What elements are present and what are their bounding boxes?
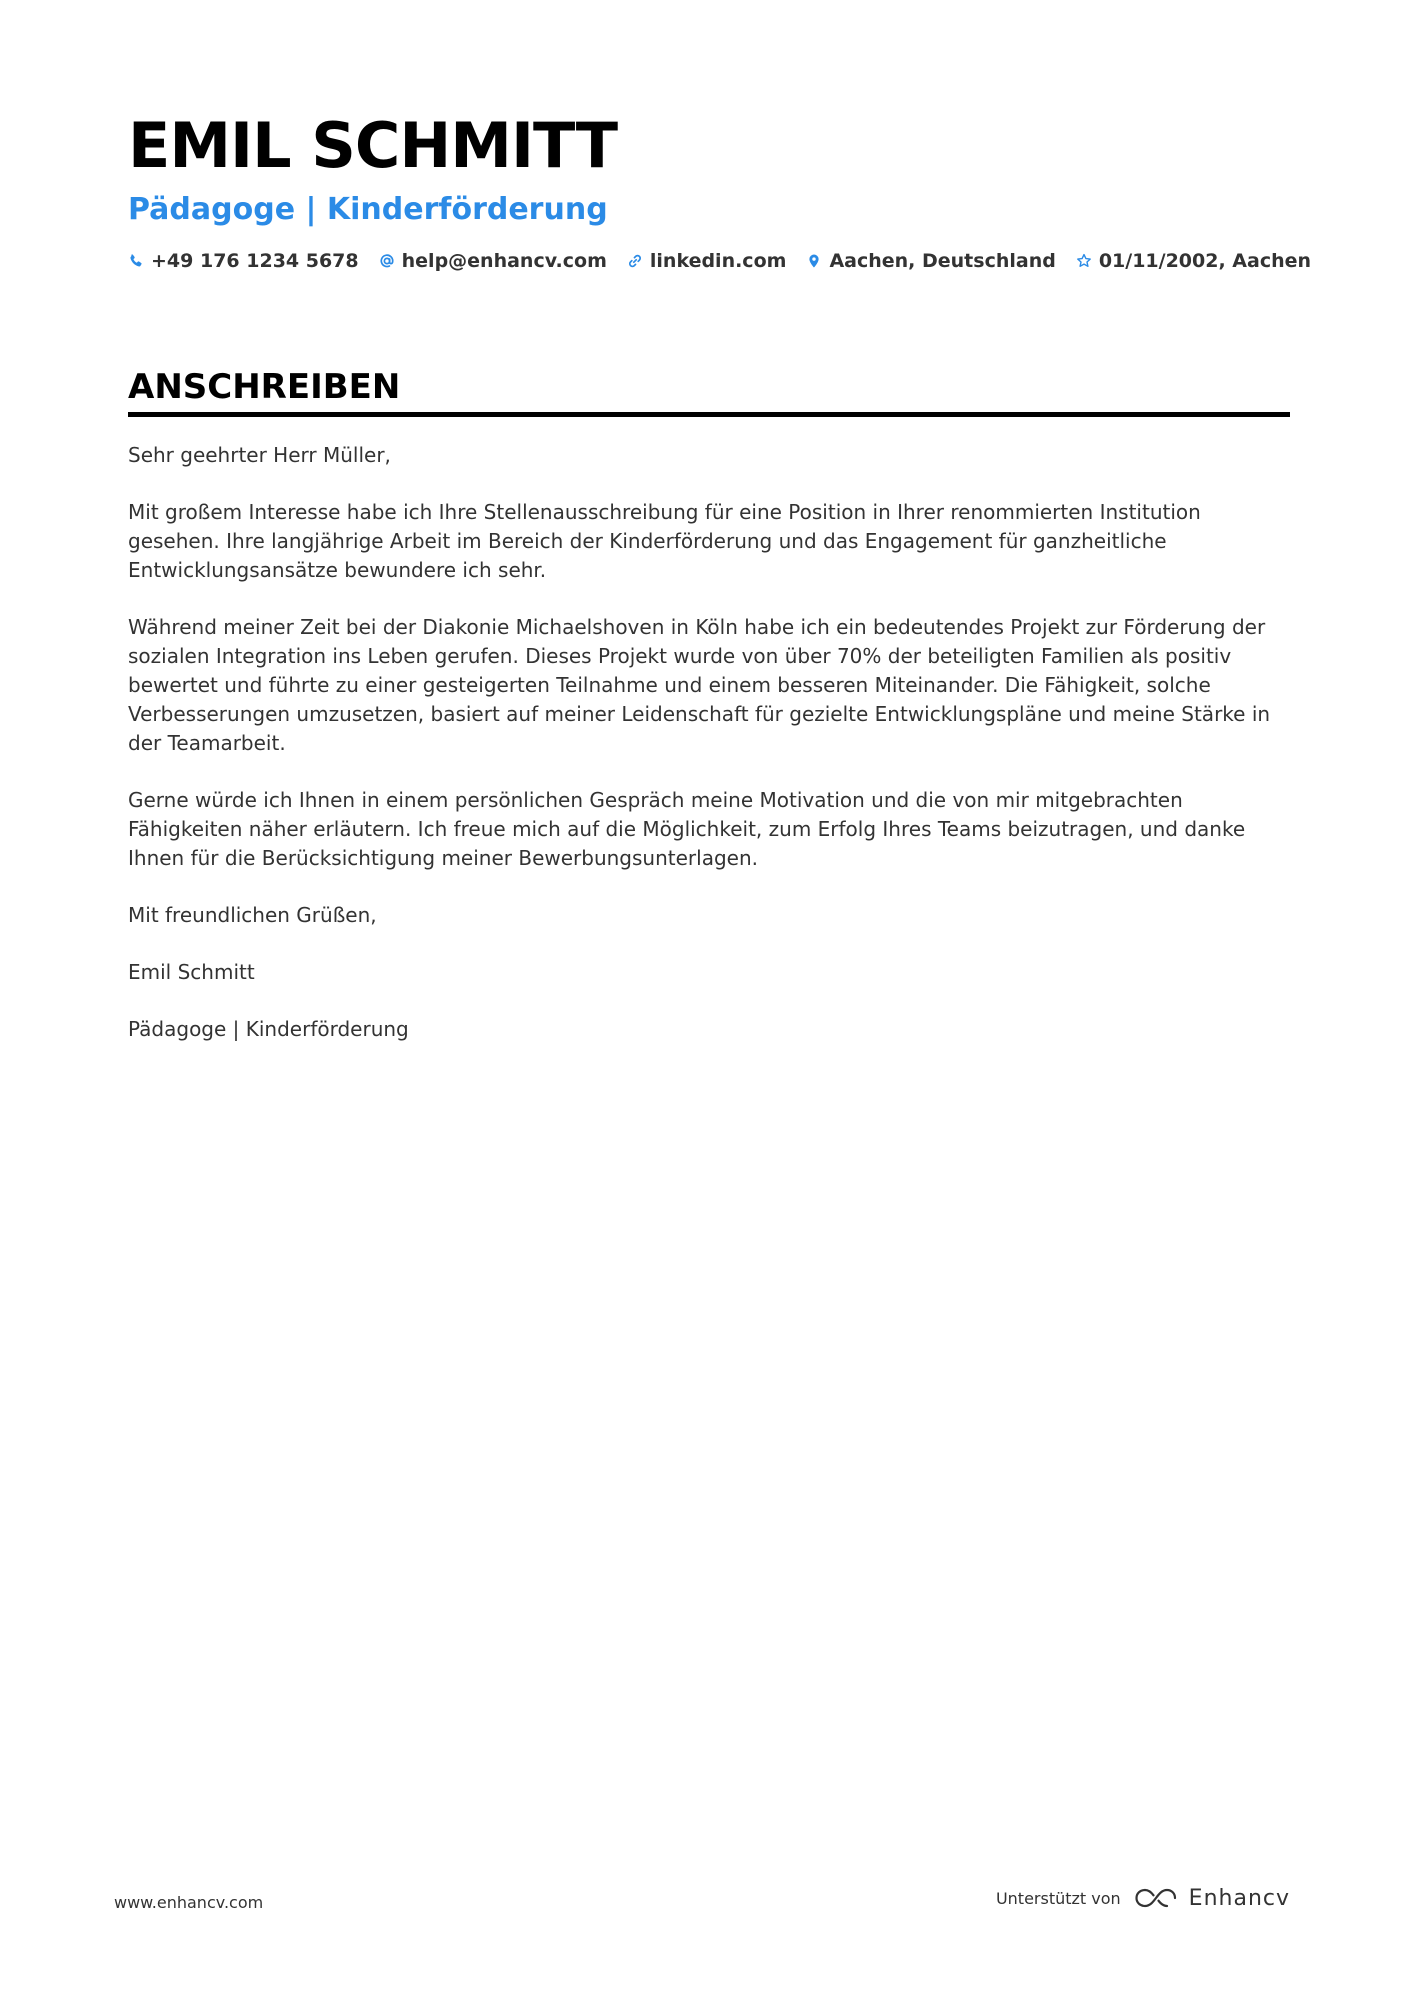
contact-linkedin[interactable] bbox=[627, 250, 787, 272]
contact-phone-text: +49 176 1234 5678 bbox=[151, 250, 359, 272]
location-pin-icon bbox=[806, 253, 822, 269]
powered-by-label: Unterstützt von bbox=[995, 1888, 1121, 1908]
contact-email[interactable] bbox=[379, 250, 607, 272]
enhancv-logo-icon bbox=[1133, 1885, 1179, 1911]
contact-birth-text: 01/11/2002, Aachen bbox=[1098, 250, 1312, 272]
section-title: ANSCHREIBEN bbox=[128, 366, 1290, 417]
applicant-name: EMIL SCHMITT bbox=[128, 109, 618, 182]
cover-letter-section bbox=[128, 366, 1290, 1072]
contact-linkedin-text[interactable]: linkedin.com bbox=[649, 250, 787, 272]
footer-website[interactable]: www.enhancv.com bbox=[114, 1893, 264, 1912]
phone-icon bbox=[128, 253, 144, 269]
letter-salutation: Sehr geehrter Herr Müller, bbox=[128, 443, 391, 467]
contact-phone bbox=[128, 250, 359, 272]
link-icon bbox=[627, 253, 643, 269]
brand-wordmark: Enhancv bbox=[1188, 1885, 1290, 1911]
at-icon bbox=[379, 253, 395, 269]
applicant-subtitle: Pädagoge | Kinderförderung bbox=[128, 192, 608, 227]
letter-closing: Mit freundlichen Grüßen, bbox=[128, 903, 377, 927]
letter-paragraph-3: Gerne würde ich Ihnen in einem persönlichen Gespräch meine Motivation und die von mir mitgebrachten Fähigkeiten näher erläutern. Ich freue mich auf die Möglichkeit, zum Erfolg Ihres Teams beizutragen, und danke Ihnen für die Berücksichtigung meiner Bewerbungsunterlagen. bbox=[128, 788, 1246, 870]
letter-signature-name: Emil Schmitt bbox=[128, 960, 255, 984]
contact-location-text: Aachen, Deutschland bbox=[829, 250, 1056, 272]
letter-signature-title: Pädagoge | Kinderförderung bbox=[128, 1017, 409, 1041]
contact-location bbox=[806, 250, 1055, 272]
header bbox=[128, 108, 1312, 272]
letter-paragraph-1: Mit großem Interesse habe ich Ihre Stellenausschreibung für eine Position in Ihrer renommierten Institution gesehen. Ihre langjährige Arbeit im Bereich der Kinderförderung und das Engagement für ganzheitliche Entwicklungsansätze bewundere ich sehr. bbox=[128, 500, 1201, 582]
footer-branding bbox=[996, 1885, 1290, 1911]
letter-paragraph-2: Während meiner Zeit bei der Diakonie Michaelshoven in Köln habe ich ein bedeutendes Projekt zur Förderung der sozialen Integration ins Leben gerufen. Dieses Projekt wurde von über 70% der beteiligten Familien als positiv bewertet und führte zu einer gesteigerten Teilnahme und einem besseren Miteinander. Die Fähigkeit, solche Verbesserungen umzusetzen, basiert auf meiner Leidenschaft für gezielte Entwicklungspläne und meine Stärke in der Teamarbeit. bbox=[128, 615, 1271, 755]
star-icon bbox=[1076, 253, 1092, 269]
contact-bar bbox=[128, 250, 1312, 272]
contact-birth bbox=[1076, 250, 1311, 272]
letter-body bbox=[128, 441, 1288, 1044]
contact-email-text[interactable]: help@enhancv.com bbox=[401, 250, 607, 272]
